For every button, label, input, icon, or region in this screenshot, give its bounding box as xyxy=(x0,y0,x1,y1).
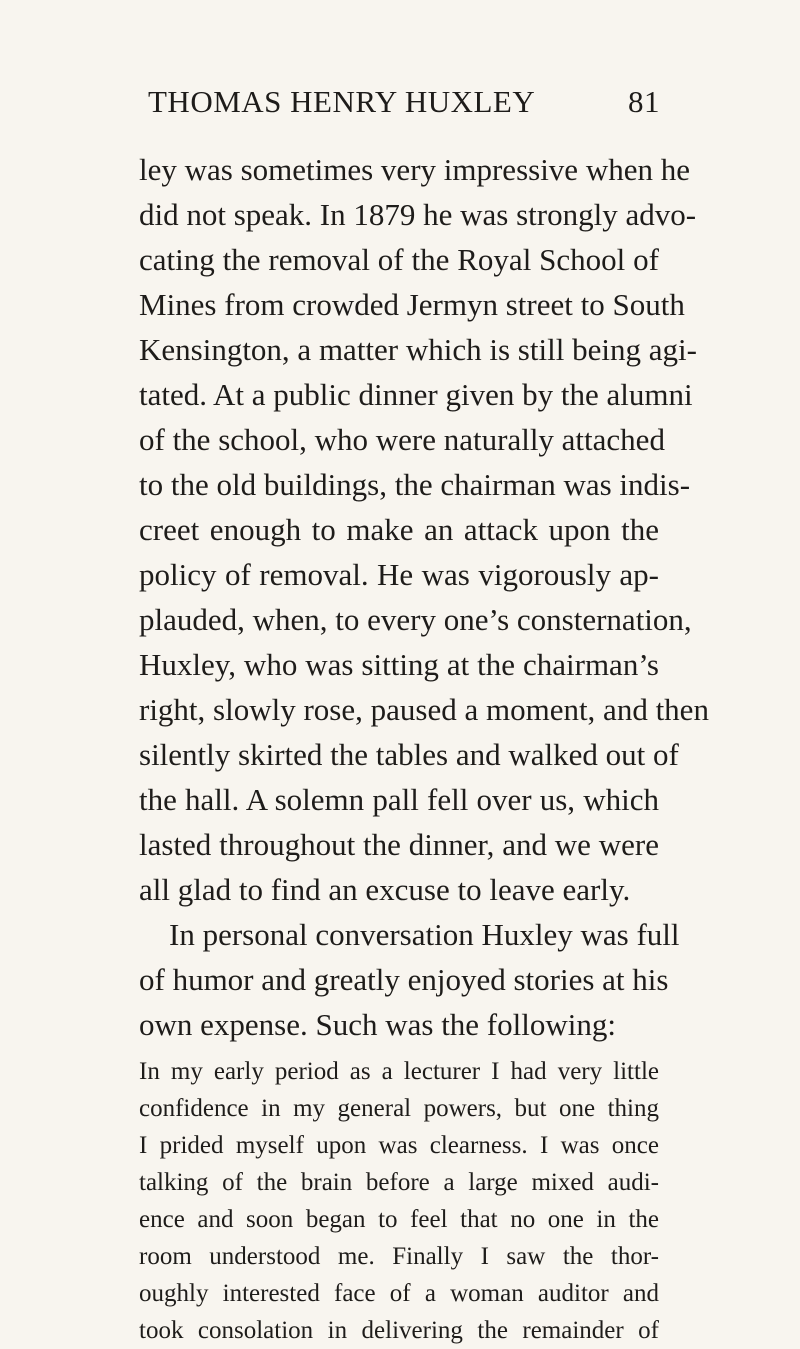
running-head xyxy=(148,82,660,122)
paragraph-end-line: own expense. Such was the following: xyxy=(139,1007,616,1042)
text-line: of humor and greatly enjoyed stories at his xyxy=(139,962,669,997)
quote-line: I prided myself upon was clearness. I was once xyxy=(139,1132,659,1159)
quote-line: In my early period as a lecturer I had very little xyxy=(139,1058,659,1085)
text-line: silently skirted the tables and walked out of xyxy=(139,737,679,772)
text-line: to the old buildings, the chairman was indis- xyxy=(139,467,691,502)
quote-line: oughly interested face of a woman auditor and xyxy=(139,1280,659,1307)
quote-line: room understood me. Finally I saw the thor- xyxy=(139,1243,659,1270)
text-line: creet enough to make an attack upon the xyxy=(139,512,659,547)
quote-line: took consolation in delivering the remainder of xyxy=(139,1317,659,1344)
paragraph-start-line: In personal conversation Huxley was full xyxy=(169,917,680,952)
text-line: cating the removal of the Royal School of xyxy=(139,242,659,277)
text-line: did not speak. In 1879 he was strongly advo- xyxy=(139,197,697,232)
text-line: plauded, when, to every one’s consternation, xyxy=(139,602,692,637)
text-line: Kensington, a matter which is still being agi- xyxy=(139,332,697,367)
text-line: ley was sometimes very impressive when he xyxy=(139,152,690,187)
page-number: 81 xyxy=(628,84,660,119)
text-line: the hall. A solemn pall fell over us, which xyxy=(139,782,659,817)
text-line: right, slowly rose, paused a moment, and then xyxy=(139,692,709,727)
text-line: lasted throughout the dinner, and we were xyxy=(139,827,659,862)
quote-line: confidence in my general powers, but one thing xyxy=(139,1095,659,1122)
text-line: Huxley, who was sitting at the chairman’s xyxy=(139,647,659,682)
text-line: policy of removal. He was vigorously ap- xyxy=(139,557,659,592)
text-line: tated. At a public dinner given by the alumni xyxy=(139,377,693,412)
quote-line: ence and soon began to feel that no one in the xyxy=(139,1206,659,1233)
running-title: THOMAS HENRY HUXLEY xyxy=(148,84,536,119)
quote-line: talking of the brain before a large mixed audi- xyxy=(139,1169,659,1196)
text-line: of the school, who were naturally attached xyxy=(139,422,665,457)
text-line: Mines from crowded Jermyn street to South xyxy=(139,287,685,322)
paragraph-end-line: all glad to find an excuse to leave early. xyxy=(139,872,631,907)
